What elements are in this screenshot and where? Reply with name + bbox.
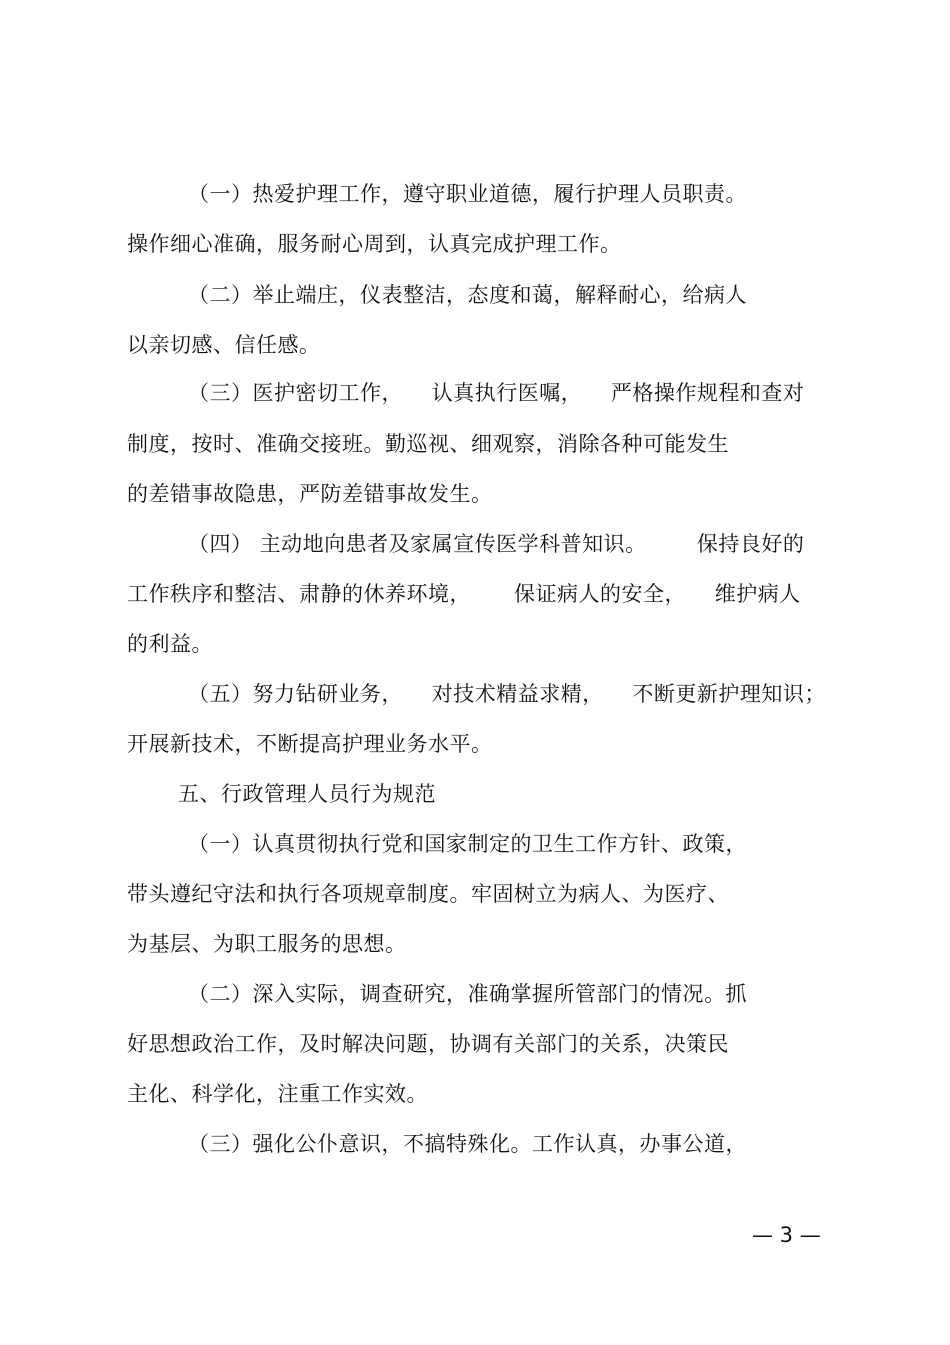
paragraph-line: 好思想政治工作，及时解决问题，协调有关部门的关系，决策民 <box>127 1032 729 1056</box>
paragraph-line: 以亲切感、信任感。 <box>127 333 321 357</box>
paragraph-line: （二）举止端庄，仪表整洁，态度和蔼，解释耐心，给病人 <box>188 283 747 307</box>
page-number: — 3 — <box>752 1223 821 1247</box>
paragraph-line: 带头遵纪守法和执行各项规章制度。牢固树立为病人、为医疗、 <box>127 882 729 906</box>
paragraph-line: （五）努力钻研业务， 对技术精益求精， 不断更新护理知识； <box>188 682 826 706</box>
paragraph-line: （二）深入实际，调查研究，准确掌握所管部门的情况。抓 <box>188 982 747 1006</box>
section-heading: 五、行政管理人员行为规范 <box>178 782 436 806</box>
paragraph-line: （一）热爱护理工作，遵守职业道德，履行护理人员职责。 <box>188 182 747 206</box>
paragraph-line: （三）强化公仆意识，不搞特殊化。工作认真，办事公道， <box>188 1132 747 1156</box>
paragraph-line: （三）医护密切工作， 认真执行医嘱， 严格操作规程和查对 <box>188 381 805 405</box>
paragraph-line: 的差错事故隐患，严防差错事故发生。 <box>127 482 493 506</box>
paragraph-line: （四） 主动地向患者及家属宣传医学科普知识。 保持良好的 <box>188 532 805 556</box>
paragraph-line: 开展新技术，不断提高护理业务水平。 <box>127 732 493 756</box>
paragraph-line: 工作秩序和整洁、肃静的休养环境， 保证病人的安全， 维护病人 <box>127 582 801 606</box>
paragraph-line: 操作细心准确，服务耐心周到，认真完成护理工作。 <box>127 232 622 256</box>
paragraph-line: 制度，按时、准确交接班。勤巡视、细观察，消除各种可能发生 <box>127 432 729 456</box>
paragraph-line: 的利益。 <box>127 632 213 656</box>
paragraph-line: （一）认真贯彻执行党和国家制定的卫生工作方针、政策， <box>188 832 747 856</box>
paragraph-line: 为基层、为职工服务的思想。 <box>127 932 407 956</box>
paragraph-line: 主化、科学化，注重工作实效。 <box>127 1082 428 1106</box>
